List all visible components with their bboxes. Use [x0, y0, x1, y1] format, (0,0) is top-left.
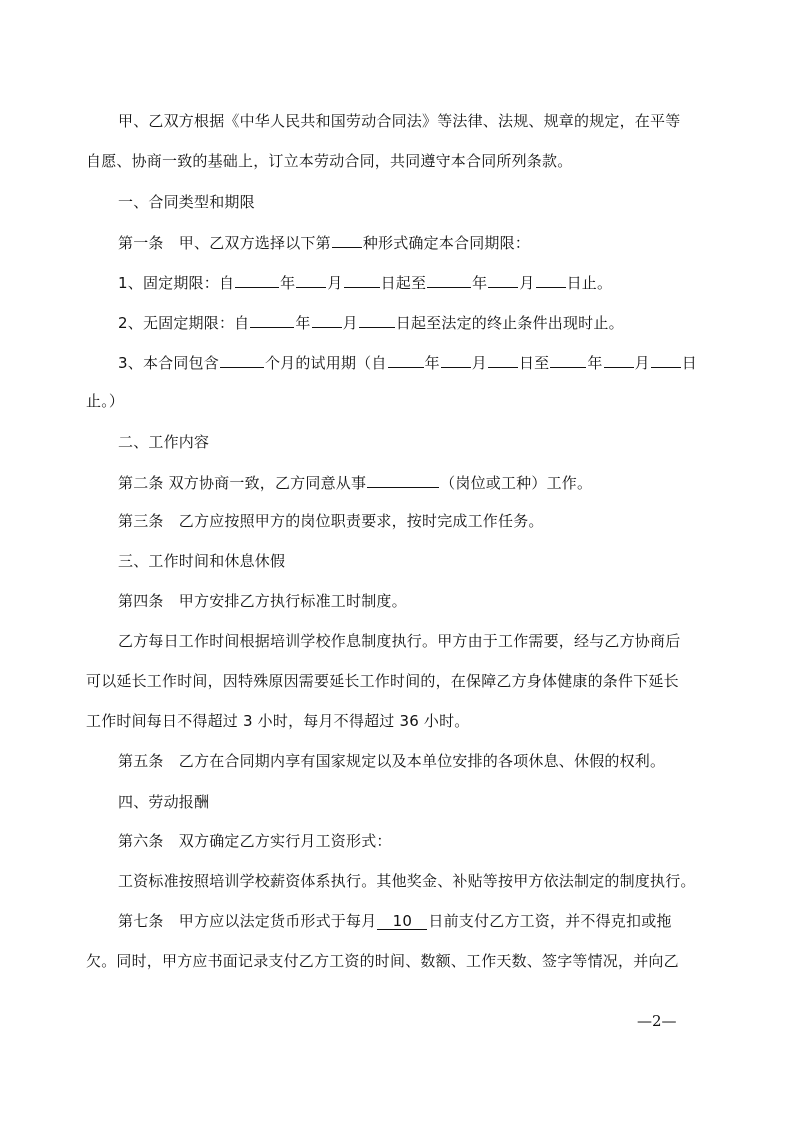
article-3 [118, 511, 793, 531]
section-title: 二、工作内容 [118, 433, 210, 451]
blank-field [651, 351, 681, 368]
article-text: 第三条 乙方应按照甲方的岗位职责要求，按时完成工作任务。 [118, 512, 544, 530]
blank-field [441, 351, 471, 368]
article-5 [118, 751, 793, 771]
pay-line [118, 871, 793, 891]
blank-field [332, 231, 362, 248]
article-text: （岗位或工种）工作。 [440, 474, 593, 492]
section-title: 一、合同类型和期限 [118, 193, 255, 211]
article-text: 第一条 甲、乙双方选择以下第 [118, 234, 331, 252]
section-heading-4 [118, 792, 793, 812]
blank-field [604, 351, 634, 368]
month-label: 月 [519, 274, 535, 292]
open-term-line [118, 311, 793, 333]
item-text: 日起至法定的终止条件出现时止。 [395, 314, 624, 332]
blank-field [367, 471, 439, 488]
blank-field [220, 351, 264, 368]
article-text: 欠。同时，甲方应书面记录支付乙方工资的时间、数额、工作天数、签字等情况，并向乙 [86, 952, 679, 970]
article-text: 第六条 双方确定乙方实行月工资形式： [118, 832, 392, 850]
blank-field [488, 271, 518, 288]
blank-field [235, 271, 279, 288]
blank-field [359, 311, 395, 328]
article-1 [118, 231, 793, 253]
blank-field [296, 271, 326, 288]
article-7-cont [86, 951, 793, 971]
blank-field [550, 351, 586, 368]
item-text: 1、固定期限：自 [118, 274, 235, 292]
blank-field [536, 271, 566, 288]
trial-line-end [86, 391, 793, 411]
hours-line-1 [118, 631, 793, 651]
section-heading-2 [118, 432, 793, 452]
item-text: 个月的试用期（自 [264, 354, 387, 372]
blank-field [344, 271, 380, 288]
article-4 [118, 591, 793, 611]
paragraph-text: 乙方每日工作时间根据培训学校作息制度执行。甲方由于工作需要，经与乙方协商后 [118, 632, 681, 650]
blank-field [312, 311, 342, 328]
day-label: 日至 [518, 354, 550, 372]
item-text: 止。） [86, 392, 125, 410]
year-label: 年 [472, 274, 488, 292]
section-heading-3 [118, 551, 793, 571]
article-text: 第四条 甲方安排乙方执行标准工时制度。 [118, 592, 407, 610]
intro-text-1: 甲、乙双方根据《中华人民共和国劳动合同法》等法律、法规、规章的规定，在平等 [118, 112, 681, 130]
blank-field [488, 351, 518, 368]
article-7 [118, 911, 793, 931]
blank-field [427, 271, 471, 288]
section-title: 三、工作时间和休息休假 [118, 552, 286, 570]
article-text: 第五条 乙方在合同期内享有国家规定以及本单位安排的各项休息、休假的权利。 [118, 752, 666, 770]
hours-line-2 [86, 671, 793, 691]
trial-line [118, 351, 793, 373]
blank-field [250, 311, 294, 328]
item-text: 2、无固定期限：自 [118, 314, 250, 332]
month-label: 月 [634, 354, 650, 372]
article-text: 第二条 双方协商一致，乙方同意从事 [118, 474, 367, 492]
article-text: 第七条 甲方应以法定货币形式于每月 [118, 912, 377, 930]
day-label: 日起至 [380, 274, 427, 292]
blank-field [388, 351, 424, 368]
paragraph-text: 工资标准按照培训学校薪资体系执行。其他奖金、补贴等按甲方依法制定的制度执行。 [118, 872, 696, 890]
article-6 [118, 831, 793, 851]
article-text: 日前支付乙方工资，并不得克扣或拖 [428, 912, 672, 930]
year-label: 年 [587, 354, 603, 372]
paragraph-text: 工作时间每日不得超过 3 小时，每月不得超过 36 小时。 [86, 712, 470, 730]
day-label: 日 [681, 354, 697, 372]
intro-line-2 [86, 151, 793, 171]
item-text: 3、本合同包含 [118, 354, 219, 372]
year-label: 年 [295, 314, 311, 332]
page-number: —2— [637, 1012, 677, 1030]
month-label: 月 [471, 354, 487, 372]
pay-day-field: 10 [377, 913, 427, 930]
fixed-term-line [118, 271, 793, 293]
section-heading-1 [118, 192, 793, 212]
year-label: 年 [280, 274, 296, 292]
section-title: 四、劳动报酬 [118, 793, 210, 811]
intro-line-1 [118, 111, 793, 131]
intro-text-2: 自愿、协商一致的基础上，订立本劳动合同，共同遵守本合同所列条款。 [86, 152, 573, 170]
month-label: 月 [342, 314, 358, 332]
article-text: 种形式确定本合同期限： [362, 234, 531, 252]
month-label: 月 [327, 274, 343, 292]
paragraph-text: 可以延长工作时间，因特殊原因需要延长工作时间的，在保障乙方身体健康的条件下延长 [86, 672, 679, 690]
year-label: 年 [424, 354, 440, 372]
article-2 [118, 471, 793, 493]
hours-line-3 [86, 711, 793, 731]
day-label: 日止。 [566, 274, 613, 292]
